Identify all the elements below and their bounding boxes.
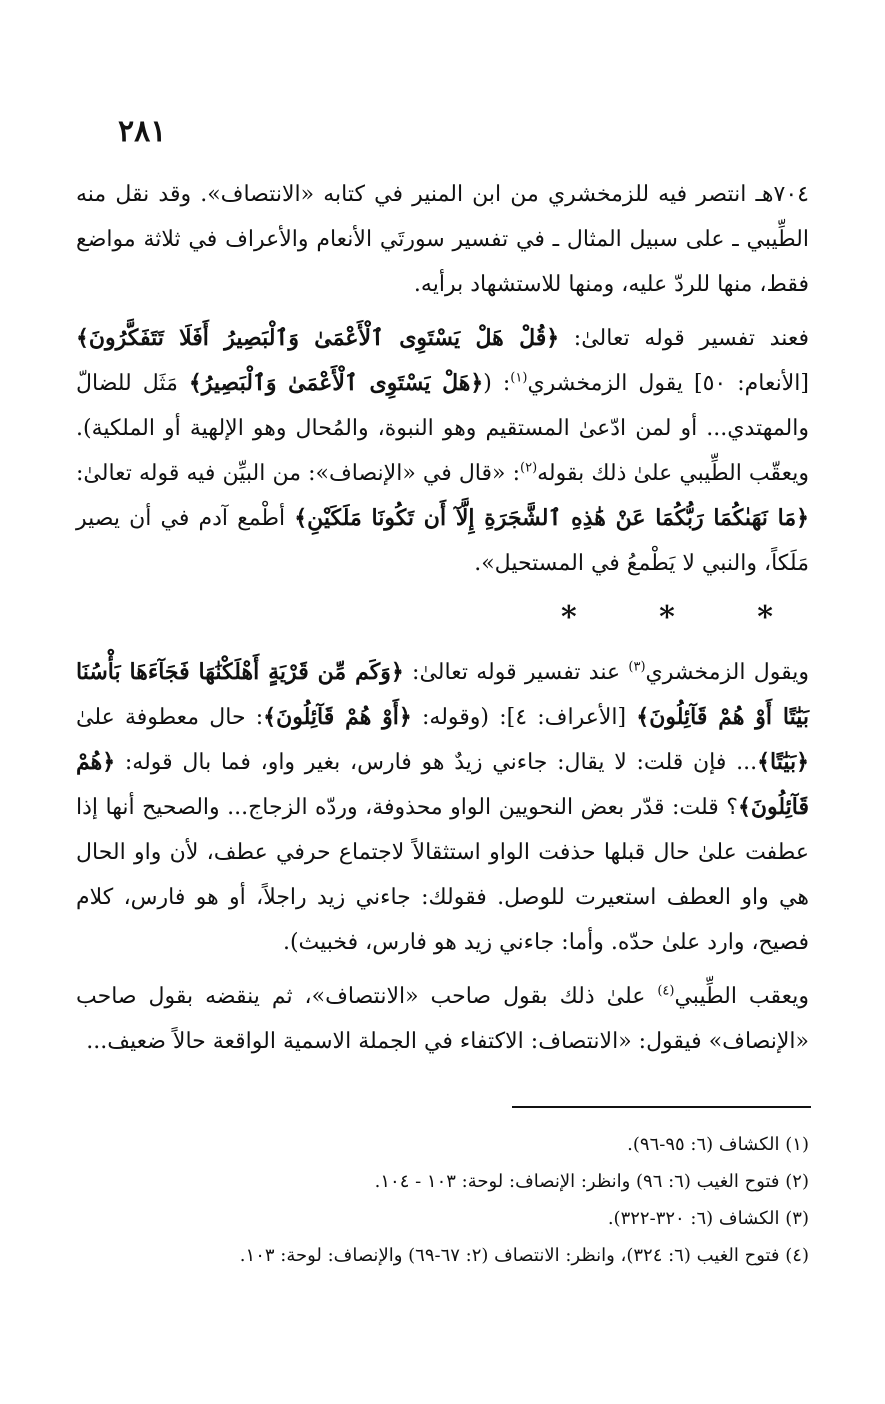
paragraph-intro: ٧٠٤هـ انتصر فيه للزمخشري من ابن المنير في كتابه «الانتصاف». وقد نقل منه الطِّيبي ـ على سبيل المثال ـ في تفسير سورتَي الأنعام والأعراف في ثلاثة مواضع فقط، منها للردّ عليه، ومنها للاستشهاد برأيه.	[76, 182, 809, 297]
footnote-ref: (١)	[510, 370, 528, 386]
quran-verse: ﴿هُمْ قَآئِلُونَ﴾	[76, 749, 809, 820]
paragraph-anam	[76, 316, 809, 586]
quran-verse: ﴿قُلْ هَلْ يَسْتَوِى ٱلْأَعْمَىٰ وَٱلْبَصِيرُ أَفَلَا تَتَفَكَّرُونَ﴾	[76, 325, 560, 351]
body-text	[76, 172, 809, 1073]
footnote-item: (١) الكشاف (٦: ٩٥-٩٦).	[627, 1134, 809, 1155]
text-segment: [الأنعام: ٥٠] يقول الزمخشري	[527, 371, 809, 396]
text-segment: : حال معطوفة علىٰ	[76, 705, 264, 730]
text-segment: : (	[483, 371, 511, 396]
footnotes	[76, 1126, 809, 1274]
page-number: ٢٨١	[118, 114, 167, 149]
text-segment: : «قال في «الإنصاف»: من البيِّن فيه قوله تعالىٰ:	[76, 461, 520, 486]
footnote-item: (٢) فتوح الغيب (٦: ٩٦) وانظر: الإنصاف: لوحة: ١٠٣ - ١٠٤.	[374, 1171, 809, 1192]
text-segment: مَثَل للضالّ والمهتدي... أو لمن ادّعىٰ المستقيم وهو النبوة، والمُحال وهو الإلهية أو الملكية). ويعقّب الطِّيبي علىٰ ذلك بقوله	[76, 371, 809, 486]
text-segment: عند تفسير قوله تعالىٰ:	[403, 660, 629, 685]
text-segment: [الأعراف: ٤]: (وقوله:	[411, 705, 637, 730]
footnote-ref: (٤)	[657, 983, 675, 999]
quran-verse: ﴿بَيَٰتًا﴾	[757, 749, 809, 775]
text-segment: ويقول الزمخشري	[645, 660, 809, 685]
section-separator: * * *	[561, 600, 809, 635]
quran-verse: ﴿هَلْ يَسْتَوِى ٱلْأَعْمَىٰ وَٱلْبَصِيرُ﴾	[188, 370, 484, 396]
quran-verse: ﴿أَوْ هُمْ قَآئِلُونَ﴾	[263, 704, 412, 730]
text-segment: ويعقب الطِّيبي	[674, 984, 809, 1009]
footnote-ref: (٣)	[628, 659, 646, 675]
text-segment: ... فإن قلت: لا يقال: جاءني زيدٌ هو فارس، بغير واو، فما بال قوله:	[115, 750, 758, 775]
quran-verse: ﴿مَا نَهَىٰكُمَا رَبُّكُمَا عَنْ هَٰذِهِ ٱلشَّجَرَةِ إِلَّآ أَن تَكُونَا مَلَكَيْنِ﴾	[294, 505, 809, 531]
quran-verse: ﴿وَكَم مِّن قَرْيَةٍ أَهْلَكْنَٰهَا فَجَآءَهَا بَأْسُنَا بَيَٰتًا أَوْ هُمْ قَآئِلُونَ﴾	[76, 659, 810, 730]
text-segment: فعند تفسير قوله تعالىٰ:	[559, 326, 810, 351]
paragraph-araf	[76, 650, 809, 965]
footnote-divider	[512, 1106, 811, 1108]
paragraph-tibi	[76, 974, 809, 1064]
text-segment: أطْمع آدم في أن يصير مَلَكاً، والنبي لا يَطْمعُ في المستحيل».	[76, 506, 809, 576]
footnote-item: (٣) الكشاف (٦: ٣٢٠-٣٢٢).	[607, 1208, 809, 1229]
footnote-item: (٤) فتوح الغيب (٦: ٣٢٤)، وانظر: الانتصاف (٢: ٦٧-٦٩) والإنصاف: لوحة: ١٠٣.	[239, 1245, 809, 1266]
text-segment: علىٰ ذلك بقول صاحب «الانتصاف»، ثم ينقضه بقول صاحب «الإنصاف» فيقول: «الانتصاف: الاكتفاء في الجملة الاسمية الواقعة حالاً ضعيف...	[76, 984, 809, 1054]
text-segment: ؟ قلت: قدّر بعض النحويين الواو محذوفة، وردّه الزجاج... والصحيح أنها إذا عطفت علىٰ حال قبلها حذفت الواو استثقالاً لاجتماع حرفي عطف، لأن واو الحال هي واو العطف استعيرت للوصل. فقولك: جاءني زيد راجلاً، أو هو فارس، كلام فصيح، وارد علىٰ حدّه. وأما: جاءني زيد هو فارس، فخبيث).	[76, 795, 809, 955]
footnote-ref: (٢)	[520, 460, 538, 476]
